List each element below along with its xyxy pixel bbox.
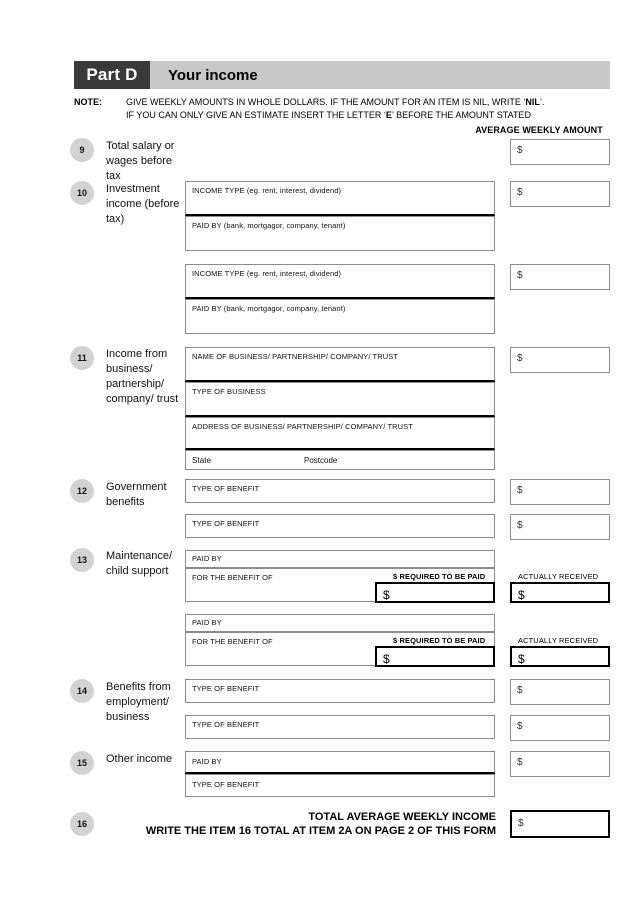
- note-line-1-part-b: ’.: [539, 97, 545, 107]
- required-to-be-paid-heading-2: $ REQUIRED TO BE PAID: [393, 636, 486, 645]
- dollar-sign: $: [518, 818, 524, 829]
- employment-benefit-type-field-1[interactable]: [185, 679, 495, 703]
- note-line-1-bold: NIL: [525, 97, 540, 107]
- item-number-10: 10: [70, 181, 94, 205]
- total-line-1: TOTAL AVERAGE WEEKLY INCOME: [308, 811, 496, 823]
- total-instructions: [146, 810, 496, 838]
- amount-input-item-15[interactable]: [510, 751, 610, 777]
- employment-benefit-type-field-2[interactable]: [185, 715, 495, 739]
- type-of-benefit-caption: TYPE OF BENEFIT: [192, 684, 260, 693]
- item-label-13: Maintenance/ child support: [106, 550, 173, 577]
- item-label-12: Government benefits: [106, 481, 167, 508]
- dollar-sign: $: [517, 353, 523, 364]
- item-label-9: Total salary or wages before tax: [106, 140, 175, 182]
- amount-input-item-12-a[interactable]: [510, 479, 610, 505]
- required-to-be-paid-heading-1: $ REQUIRED TO BE PAID: [393, 572, 486, 581]
- actually-received-input-2[interactable]: [510, 646, 610, 667]
- actually-received-input-1[interactable]: [510, 582, 610, 603]
- type-of-benefit-caption: TYPE OF BENEFIT: [192, 720, 260, 729]
- dollar-sign: $: [517, 520, 523, 531]
- business-name-field[interactable]: [185, 347, 495, 382]
- item-label-15: Other income: [106, 753, 173, 765]
- average-weekly-amount-heading: AVERAGE WEEKLY AMOUNT: [475, 125, 603, 135]
- dollar-sign: $: [517, 757, 523, 768]
- item-number-15: 15: [70, 751, 94, 775]
- item-number-13: 13: [70, 548, 94, 572]
- item-number-12: 12: [70, 479, 94, 503]
- other-income-paid-by-field[interactable]: [185, 751, 495, 774]
- for-the-benefit-of-caption: FOR THE BENEFIT OF: [192, 573, 273, 582]
- item-number-11: 11: [70, 346, 94, 370]
- note-line-1: [126, 96, 544, 109]
- dollar-sign: $: [517, 721, 523, 732]
- amount-input-item-10-a[interactable]: [510, 181, 610, 207]
- note-label: NOTE:: [74, 97, 102, 107]
- type-of-benefit-caption: TYPE OF BENEFIT: [192, 519, 260, 528]
- item-label-10: Investment income (before tax): [106, 183, 180, 225]
- total-amount-input-item-16[interactable]: [510, 810, 610, 838]
- other-income-benefit-type-field[interactable]: [185, 774, 495, 797]
- note-line-2-part-a: IF YOU CAN ONLY GIVE AN ESTIMATE INSERT THE LETTER ‘: [126, 110, 386, 120]
- page-title: Your income: [168, 66, 258, 84]
- state-postcode-field[interactable]: [185, 450, 495, 470]
- amount-input-item-14-a[interactable]: [510, 679, 610, 705]
- part-header-bar: [74, 61, 610, 89]
- type-of-benefit-caption: TYPE OF BENEFIT: [192, 780, 260, 789]
- income-type-field-1[interactable]: [185, 181, 495, 216]
- paid-by-caption: PAID BY: [192, 618, 222, 627]
- dollar-sign: $: [383, 588, 390, 602]
- dollar-sign: $: [517, 187, 523, 198]
- amount-input-item-11[interactable]: [510, 347, 610, 373]
- amount-input-item-12-b[interactable]: [510, 514, 610, 540]
- item-number-9: 9: [70, 138, 94, 162]
- paid-by-caption: PAID BY: [192, 554, 222, 563]
- for-the-benefit-of-caption: FOR THE BENEFIT OF: [192, 637, 273, 646]
- income-type-field-2[interactable]: [185, 264, 495, 299]
- dollar-sign: $: [517, 485, 523, 496]
- item-label-14: Benefits from employment/ business: [106, 681, 171, 723]
- item-number-16: 16: [70, 812, 94, 836]
- state-caption: State: [192, 456, 212, 465]
- note-line-1-part-a: GIVE WEEKLY AMOUNTS IN WHOLE DOLLARS. IF THE AMOUNT FOR AN ITEM IS NIL, WRITE ‘: [126, 97, 526, 107]
- total-line-2: WRITE THE ITEM 16 TOTAL AT ITEM 2A ON PAGE 2 OF THIS FORM: [145, 825, 496, 837]
- maintenance-paid-by-field-2[interactable]: [185, 614, 495, 632]
- business-type-field[interactable]: [185, 382, 495, 417]
- postcode-caption: Postcode: [304, 456, 338, 465]
- required-to-be-paid-input-2[interactable]: [375, 646, 495, 667]
- part-tag: Part D: [74, 61, 150, 89]
- dollar-sign: $: [517, 145, 523, 156]
- government-benefit-type-field-2[interactable]: [185, 514, 495, 538]
- paid-by-caption: PAID BY (bank, mortgagor, company, tenant): [192, 221, 346, 230]
- business-address-caption: ADDRESS OF BUSINESS/ PARTNERSHIP/ COMPANY/ TRUST: [192, 422, 413, 431]
- amount-input-item-14-b[interactable]: [510, 715, 610, 741]
- note-line-2-bold: E: [385, 110, 392, 120]
- note-block: [74, 96, 614, 122]
- dollar-sign: $: [518, 652, 525, 666]
- government-benefit-type-field-1[interactable]: [185, 479, 495, 503]
- paid-by-field-1[interactable]: [185, 216, 495, 251]
- actually-received-heading-1: ACTUALLY RECEIVED: [518, 572, 599, 581]
- dollar-sign: $: [518, 588, 525, 602]
- amount-input-item-10-b[interactable]: [510, 264, 610, 290]
- type-of-benefit-caption: TYPE OF BENEFIT: [192, 484, 260, 493]
- dollar-sign: $: [383, 652, 390, 666]
- business-address-field[interactable]: [185, 417, 495, 450]
- business-name-caption: NAME OF BUSINESS/ PARTNERSHIP/ COMPANY/ TRUST: [192, 352, 399, 361]
- item-label-11: Income from business/ partnership/ company/ trust: [106, 348, 179, 405]
- required-to-be-paid-input-1[interactable]: [375, 582, 495, 603]
- business-type-caption: TYPE OF BUSINESS: [192, 387, 266, 396]
- paid-by-caption: PAID BY: [192, 757, 222, 766]
- dollar-sign: $: [517, 270, 523, 281]
- maintenance-paid-by-field-1[interactable]: [185, 550, 495, 568]
- amount-input-item-9[interactable]: [510, 139, 610, 165]
- paid-by-field-2[interactable]: [185, 299, 495, 334]
- actually-received-heading-2: ACTUALLY RECEIVED: [518, 636, 599, 645]
- item-number-14: 14: [70, 679, 94, 703]
- note-text: [126, 96, 544, 122]
- income-type-caption: INCOME TYPE (eg. rent, interest, dividend): [192, 186, 342, 195]
- note-line-2: [126, 109, 544, 122]
- income-type-caption: INCOME TYPE (eg. rent, interest, dividend): [192, 269, 342, 278]
- note-line-2-part-b: ’ BEFORE THE AMOUNT STATED: [391, 110, 531, 120]
- dollar-sign: $: [517, 685, 523, 696]
- paid-by-caption: PAID BY (bank, mortgagor, company, tenant): [192, 304, 346, 313]
